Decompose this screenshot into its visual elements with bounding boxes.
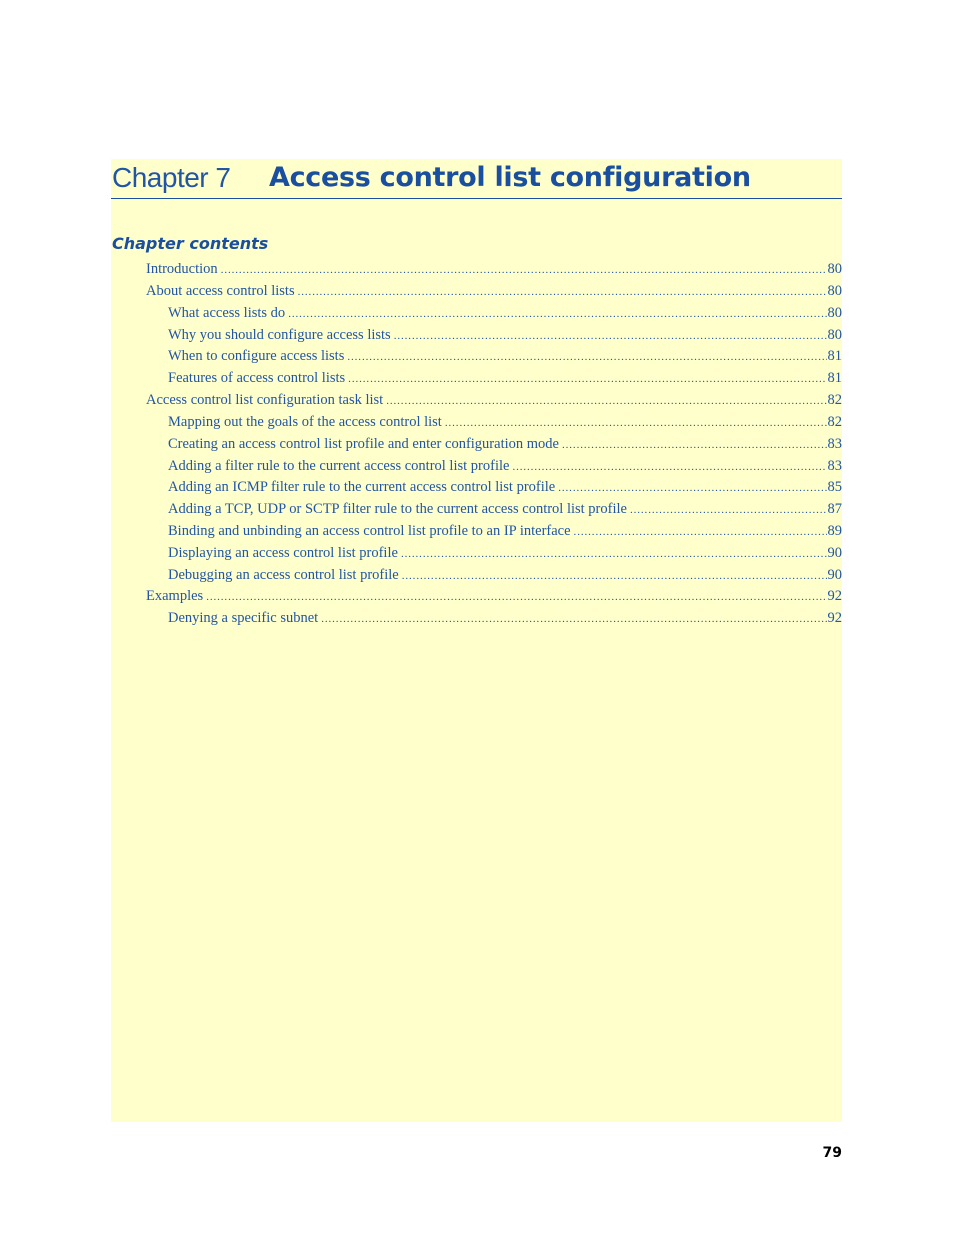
- toc-entry[interactable]: [168, 455, 842, 477]
- toc-leader-dots: [221, 259, 827, 281]
- toc-entry-page: 83: [827, 436, 842, 452]
- toc-entry-page: 92: [827, 588, 842, 604]
- toc-entry-title: Mapping out the goals of the access control list: [168, 414, 442, 430]
- toc-leader-dots: [401, 543, 827, 565]
- toc-entry-title: Debugging an access control list profile: [168, 567, 399, 583]
- toc-entry-title: Adding a TCP, UDP or SCTP filter rule to the current access control list profile: [168, 501, 627, 517]
- toc-entry-title: When to configure access lists: [168, 348, 345, 364]
- toc-entry-page: 90: [827, 567, 842, 583]
- toc-entry[interactable]: [146, 585, 842, 607]
- toc-entry-page: 81: [827, 348, 842, 364]
- toc-entry-page: 80: [827, 283, 842, 299]
- toc-entry-title: Introduction: [146, 261, 218, 277]
- toc-entry-title: Access control list configuration task list: [146, 392, 384, 408]
- toc-entry[interactable]: [168, 520, 842, 542]
- toc-entry-page: 80: [827, 327, 842, 343]
- toc-leader-dots: [562, 434, 827, 456]
- toc-entry-title: Denying a specific subnet: [168, 610, 319, 626]
- toc-entry[interactable]: [146, 258, 842, 280]
- chapter-label: Chapter 7: [112, 162, 231, 193]
- toc-entry-page: 92: [827, 610, 842, 626]
- toc-entry-title: Displaying an access control list profile: [168, 545, 398, 561]
- toc-entry-title: Binding and unbinding an access control list profile to an IP interface: [168, 523, 571, 539]
- toc-entry[interactable]: [168, 498, 842, 520]
- toc-entry-page: 80: [827, 305, 842, 321]
- toc-entry-title: Examples: [146, 588, 204, 604]
- toc-entry[interactable]: [168, 345, 842, 367]
- toc-entry[interactable]: [168, 542, 842, 564]
- toc-entry-title: Adding an ICMP filter rule to the current access control list profile: [168, 479, 556, 495]
- toc-leader-dots: [394, 325, 827, 347]
- chapter-header: [111, 159, 842, 199]
- toc-entry-page: 85: [827, 479, 842, 495]
- toc-entry-page: 90: [827, 545, 842, 561]
- toc-entry-title: Why you should configure access lists: [168, 327, 391, 343]
- toc-leader-dots: [347, 346, 826, 368]
- toc-leader-dots: [386, 390, 826, 412]
- chapter-title: Access control list configuration: [269, 162, 751, 193]
- toc-entry-title: About access control lists: [146, 283, 295, 299]
- toc-leader-dots: [630, 499, 827, 521]
- toc-entry-page: 87: [827, 501, 842, 517]
- toc-leader-dots: [574, 521, 827, 543]
- toc-entry-page: 89: [827, 523, 842, 539]
- toc-entry[interactable]: [168, 476, 842, 498]
- toc-leader-dots: [512, 456, 826, 478]
- toc-leader-dots: [348, 368, 826, 390]
- toc-entry-page: 81: [827, 370, 842, 386]
- toc-entry-title: Features of access control lists: [168, 370, 346, 386]
- toc-entry[interactable]: [146, 280, 842, 302]
- toc-entry[interactable]: [168, 433, 842, 455]
- page-number: 79: [822, 1145, 842, 1161]
- toc-entry-page: 82: [827, 392, 842, 408]
- toc-leader-dots: [402, 565, 827, 587]
- toc-leader-dots: [558, 477, 826, 499]
- toc-leader-dots: [206, 586, 826, 608]
- toc-leader-dots: [321, 608, 826, 630]
- toc-leader-dots: [288, 303, 826, 325]
- toc-entry-page: 80: [827, 261, 842, 277]
- toc-entry-page: 82: [827, 414, 842, 430]
- toc-entry-page: 83: [827, 458, 842, 474]
- contents-heading: Chapter contents: [112, 234, 269, 253]
- toc-entry[interactable]: [168, 302, 842, 324]
- toc-entry-title: Adding a filter rule to the current access control list profile: [168, 458, 510, 474]
- toc-entry[interactable]: [168, 607, 842, 629]
- toc-leader-dots: [445, 412, 827, 434]
- toc-entry[interactable]: [168, 367, 842, 389]
- toc-entry-title: What access lists do: [168, 305, 286, 321]
- toc-entry[interactable]: [168, 411, 842, 433]
- toc-entry[interactable]: [168, 324, 842, 346]
- toc-leader-dots: [298, 281, 827, 303]
- toc-entry[interactable]: [146, 389, 842, 411]
- toc-entry-title: Creating an access control list profile and enter configuration mode: [168, 436, 559, 452]
- toc-entry[interactable]: [168, 564, 842, 586]
